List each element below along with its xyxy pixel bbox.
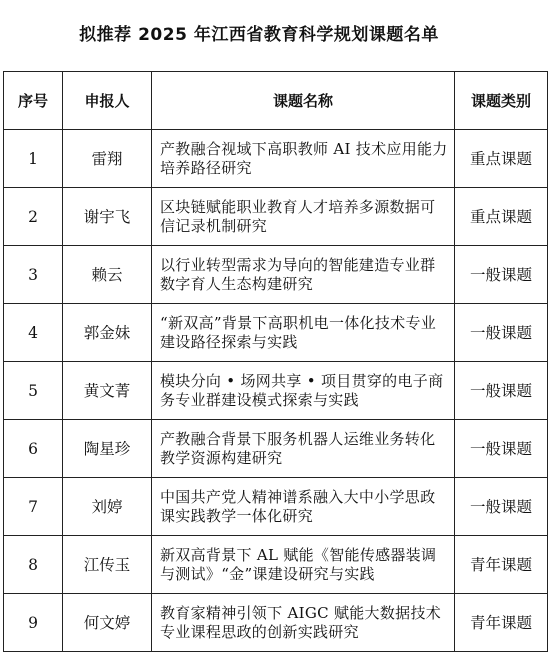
row-category: 一般课题	[455, 304, 548, 362]
table-header-row	[4, 72, 548, 130]
row-applicant: 黄文菁	[63, 362, 152, 420]
row-project-title: 新双高背景下 AL 赋能《智能传感器装调与测试》“金”课建设研究与实践	[152, 536, 455, 594]
row-applicant: 谢宇飞	[63, 188, 152, 246]
row-no: 7	[4, 478, 63, 536]
document-title: 拟推荐 2025 年江西省教育科学规划课题名单	[79, 25, 439, 45]
row-no: 5	[4, 362, 63, 420]
row-category: 一般课题	[455, 246, 548, 304]
table-row	[4, 536, 548, 594]
row-project-title: 模块分向 • 场网共享 • 项目贯穿的电子商务专业群建设模式探索与实践	[152, 362, 455, 420]
table-row	[4, 420, 548, 478]
header-no: 序号	[4, 72, 63, 130]
table-row	[4, 130, 548, 188]
project-list-table	[3, 71, 548, 652]
row-applicant: 陶星珍	[63, 420, 152, 478]
row-category: 重点课题	[455, 130, 548, 188]
row-no: 8	[4, 536, 63, 594]
table-row	[4, 304, 548, 362]
header-project-title: 课题名称	[152, 72, 455, 130]
row-project-title: 中国共产党人精神谱系融入大中小学思政课实践教学一体化研究	[152, 478, 455, 536]
row-project-title: 教育家精神引领下 AIGC 赋能大数据技术专业课程思政的创新实践研究	[152, 594, 455, 652]
row-applicant: 江传玉	[63, 536, 152, 594]
row-category: 青年课题	[455, 594, 548, 652]
header-applicant: 申报人	[63, 72, 152, 130]
row-applicant: 刘婷	[63, 478, 152, 536]
row-applicant: 赖云	[63, 246, 152, 304]
table-row	[4, 188, 548, 246]
row-project-title: “新双高”背景下高职机电一体化技术专业建设路径探索与实践	[152, 304, 455, 362]
row-category: 青年课题	[455, 536, 548, 594]
row-no: 2	[4, 188, 63, 246]
row-no: 4	[4, 304, 63, 362]
row-project-title: 区块链赋能职业教育人才培养多源数据可信记录机制研究	[152, 188, 455, 246]
row-category: 一般课题	[455, 478, 548, 536]
header-category: 课题类别	[455, 72, 548, 130]
row-no: 3	[4, 246, 63, 304]
table-row	[4, 362, 548, 420]
table-row	[4, 246, 548, 304]
row-applicant: 郭金妹	[63, 304, 152, 362]
row-no: 6	[4, 420, 63, 478]
row-no: 1	[4, 130, 63, 188]
table-row	[4, 478, 548, 536]
row-category: 一般课题	[455, 362, 548, 420]
row-project-title: 以行业转型需求为导向的智能建造专业群数字育人生态构建研究	[152, 246, 455, 304]
row-applicant: 雷翔	[63, 130, 152, 188]
table-row	[4, 594, 548, 652]
row-no: 9	[4, 594, 63, 652]
row-applicant: 何文婷	[63, 594, 152, 652]
row-project-title: 产教融合背景下服务机器人运维业务转化教学资源构建研究	[152, 420, 455, 478]
row-category: 一般课题	[455, 420, 548, 478]
row-category: 重点课题	[455, 188, 548, 246]
row-project-title: 产教融合视域下高职教师 AI 技术应用能力培养路径研究	[152, 130, 455, 188]
